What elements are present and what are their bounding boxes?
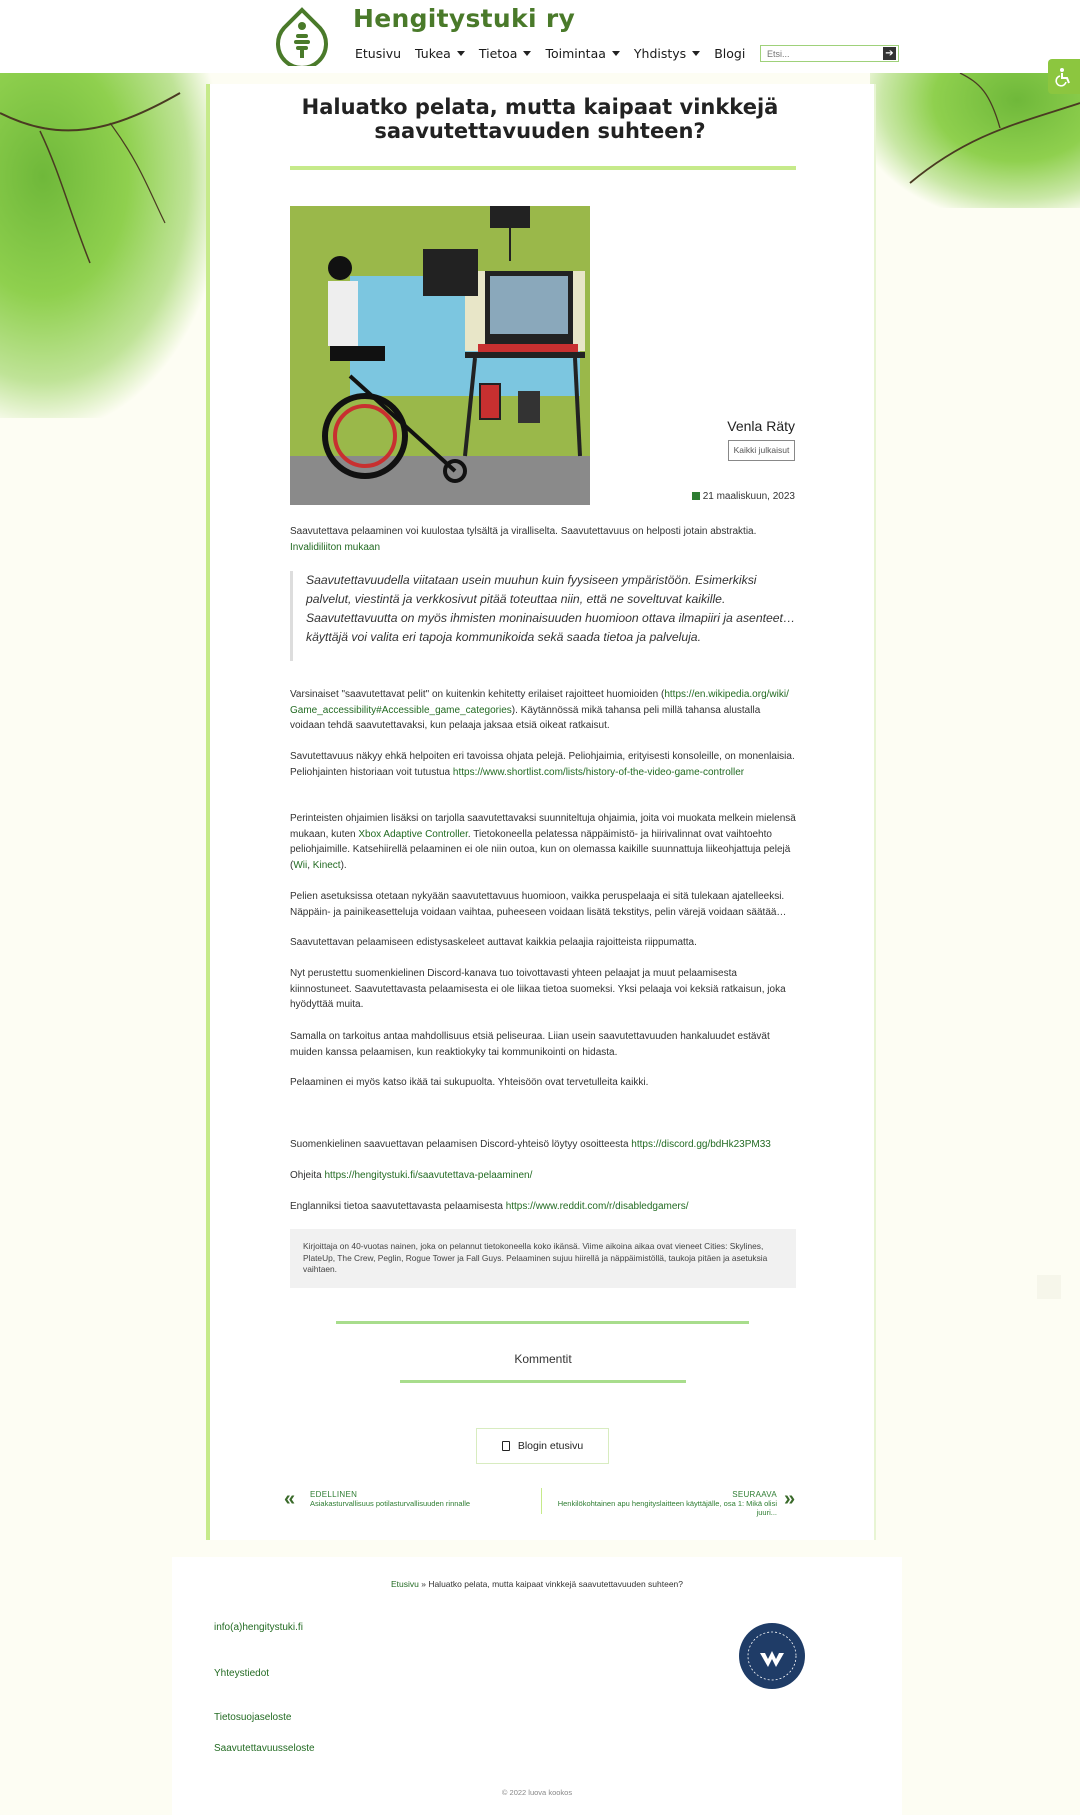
nav-item-tietoa[interactable]: Tietoa bbox=[479, 46, 532, 61]
comments-top-divider bbox=[336, 1321, 749, 1324]
paragraph-4: Pelien asetuksissa otetaan nykyään saavutettavuus huomioon, vaikka peruspelaaja ei sitä tulekaan ajatelleeksi. Näppäin- ja painikeasetteluja voidaan vaihtaa, puheeseen voidaan lisätä tekstitys, pelin värejä voidaan säätää… bbox=[290, 891, 787, 918]
scroll-to-top-button[interactable] bbox=[1037, 1275, 1061, 1299]
caret-down-icon bbox=[692, 51, 700, 56]
search-input[interactable] bbox=[761, 46, 879, 61]
copyright: © 2022 luova kookos bbox=[501, 1788, 573, 1797]
chevron-left-icon[interactable]: « bbox=[284, 1488, 296, 1510]
site-footer bbox=[172, 1557, 902, 1815]
nav-item-tukea[interactable]: Tukea bbox=[415, 46, 465, 61]
caret-down-icon bbox=[457, 51, 465, 56]
all-posts-button[interactable]: Kaikki julkaisut bbox=[728, 440, 795, 461]
calendar-icon bbox=[692, 492, 700, 500]
caret-down-icon bbox=[612, 51, 620, 56]
previous-post-link[interactable]: EDELLINEN Asiakasturvallisuus potilasturvallisuuden rinnalle bbox=[310, 1490, 471, 1508]
search-box bbox=[760, 45, 899, 62]
nav-item-etusivu[interactable]: Etusivu bbox=[355, 46, 402, 61]
discord-line: Suomenkielinen saavuettavan pelaamisen Discord-yhteisö löytyy osoitteesta https://discord.gg/bdHk23PM33 bbox=[290, 1139, 771, 1150]
veikkaus-support-badge bbox=[739, 1623, 805, 1689]
paragraph-6: Nyt perustettu suomenkielinen Discord-kanava tuo toivottavasti yhteen pelaajat ja muut pelaamisesta kiinnostuneet. Saavutettavasta pelaamisesta ei ole liikaa tietoa suomeksi. Yksi pelaaja voi keksiä ratkaisun, joka hyödyttää muita. bbox=[290, 968, 786, 1010]
invalidiliitto-link[interactable]: Invalidiliiton mukaan bbox=[290, 541, 381, 553]
site-title[interactable]: Hengitystuki ry bbox=[353, 4, 576, 33]
next-post-link[interactable]: SEURAAVA Henkilökohtainen apu hengityslaitteen käyttäjälle, osa 1: Mikä olisi juuri... bbox=[557, 1490, 777, 1517]
post-title: Haluatko pelata, mutta kaipaat vinkkejä saavutettavuuden suhteen? bbox=[301, 95, 779, 143]
prev-next-divider bbox=[541, 1488, 542, 1514]
wii-link[interactable]: Wii bbox=[293, 859, 308, 871]
paragraph-7: Samalla on tarkoitus antaa mahdollisuus etsiä peliseuraa. Liian usein saavutettavuuden hankaluudet estävät muiden kanssa pelaamisen, kun reaktiokyky tai kommunikointi on hidasta. bbox=[290, 1031, 770, 1058]
post-date: 21 maaliskuun, 2023 bbox=[650, 491, 795, 502]
post-hero-image bbox=[290, 206, 590, 505]
paragraph-1: Varsinaiset "saavutettavat pelit" on kuitenkin kehitetty erilaiset rajoitteet huomioiden (https://en.wikipedia.org/wiki/Game_accessibility#Accessible_game_categories). Käytännössä mikä tahansa peli millä tahansa alustalla voidaan tehdä saavutettavaksi, kun pelaaja jaksaa etsiä oikeat ratkaisut. bbox=[290, 689, 789, 731]
hengitystuki-link[interactable]: https://hengitystuki.fi/saavutettava-pelaaminen/ bbox=[324, 1170, 533, 1181]
instructions-line: Ohjeita https://hengitystuki.fi/saavutettava-pelaaminen/ bbox=[290, 1170, 533, 1181]
reddit-line: Englanniksi tietoa saavutettavasta pelaamisesta https://www.reddit.com/r/disabledgamers/ bbox=[290, 1201, 689, 1212]
clipboard-icon bbox=[502, 1441, 510, 1451]
breadcrumb-home-link[interactable]: Etusivu bbox=[390, 1579, 419, 1589]
comments-heading: Kommentit bbox=[514, 1352, 572, 1366]
wheelchair-icon bbox=[1054, 67, 1074, 87]
wikipedia-link[interactable]: https://en.wikipedia.org/wiki/Game_accessibility#Accessible_game_categories bbox=[290, 689, 789, 716]
discord-link[interactable]: https://discord.gg/bdHk23PM33 bbox=[631, 1139, 771, 1150]
paragraph-3: Perinteisten ohjaimien lisäksi on tarjolla saavutettavaksi suunniteltuja ohjaimia, joita voi muokata melkein mielensä mukaan, kuten Xbox Adaptive Controller. Tietokoneella pelatessa näppäimistö- ja hiirivalinnat ovat vaihtoehto peliohjaimille. Katsehiirellä pelaaminen ei ole niin outoa, kun on olemassa kaikille suunnattuja liikeohjattuja pelejä (Wii, Kinect). bbox=[290, 813, 796, 871]
author-bio: Kirjoittaja on 40-vuotas nainen, joka on pelannut tietokoneella koko ikänsä. Viime aikoina aikaa ovat vieneet Cities: Skylines, PlateUp, The Crew, Peglin, Rogue Tower ja Fall Guys. Pelaaminen sujuu hiirellä ja näppäimistöllä, taukoja pitäen ja asetuksia vaihtaen. bbox=[290, 1229, 796, 1288]
reddit-link[interactable]: https://www.reddit.com/r/disabledgamers/ bbox=[505, 1201, 689, 1212]
paragraph-5: Saavutettavan pelaamiseen edistysaskeleet auttavat kaikkia pelaajia rajoitteista riippumatta. bbox=[290, 937, 697, 948]
xbox-controller-link[interactable]: Xbox Adaptive Controller bbox=[358, 828, 468, 840]
footer-email-link[interactable]: info(a)hengitystuki.fi bbox=[214, 1622, 303, 1633]
kinect-link[interactable]: Kinect bbox=[312, 859, 341, 871]
branch-right-decoration bbox=[870, 73, 1080, 208]
caret-down-icon bbox=[523, 51, 531, 56]
main-nav bbox=[355, 46, 759, 61]
paragraph-2: Savutettavuus näkyy ehkä helpoiten eri tavoissa ohjata pelejä. Peliohjaimia, erityisesti konsoleille, on monenlaisia. Peliohjainten historiaan voit tutustua https://www.shortlist.com/lists/history-of-the-video-game-controller bbox=[290, 751, 795, 778]
breadcrumb: Etusivu » Haluatko pelata, mutta kaipaat vinkkejä saavutettavuuden suhteen? bbox=[390, 1579, 684, 1589]
paragraph-8: Pelaaminen ei myös katso ikää tai sukupuolta. Yhteisöön ovat tervetulleita kaikki. bbox=[290, 1077, 649, 1088]
site-header bbox=[0, 0, 1080, 73]
author-name: Venla Räty bbox=[727, 418, 795, 434]
intro-paragraph: Saavutettava pelaaminen voi kuulostaa tylsältä ja viralliselta. Saavutettavuus on helposti jotain abstraktia. Invalidiliiton mukaan bbox=[290, 526, 757, 553]
nav-item-blogi[interactable]: Blogi bbox=[714, 46, 746, 61]
nav-item-toimintaa[interactable]: Toimintaa bbox=[545, 46, 619, 61]
logo-icon[interactable] bbox=[272, 6, 332, 66]
footer-accessibility-link[interactable]: Saavutettavuusseloste bbox=[214, 1743, 315, 1754]
search-submit-icon[interactable]: ➔ bbox=[883, 47, 896, 60]
blog-home-button[interactable]: Blogin etusivu bbox=[476, 1428, 609, 1464]
nav-item-yhdistys[interactable]: Yhdistys bbox=[634, 46, 700, 61]
accessibility-toggle[interactable] bbox=[1048, 59, 1080, 94]
branch-left-decoration bbox=[0, 73, 215, 273]
footer-privacy-link[interactable]: Tietosuojaseloste bbox=[214, 1712, 292, 1723]
comments-bottom-divider bbox=[400, 1380, 686, 1383]
title-divider bbox=[290, 166, 796, 170]
footer-contact-link[interactable]: Yhteystiedot bbox=[214, 1668, 270, 1679]
quote-block: Saavutettavuudella viitataan usein muuhun kuin fyysiseen ympäristöön. Esimerkiksi palvelut, viestintä ja verkkosivut pitää toteuttaa niin, että ne soveltuvat kaikille. Saavutettavuutta on myös ihmisten moninaisuuden huomioon ottava ilmapiiri ja asenteet… käyttäjä voi valita eri tapoja kommunikoida sekä saada tietoa ja palveluja. bbox=[290, 571, 796, 661]
chevron-right-icon[interactable]: » bbox=[784, 1488, 796, 1510]
shortlist-link[interactable]: https://www.shortlist.com/lists/history-of-the-video-game-controller bbox=[452, 766, 745, 778]
